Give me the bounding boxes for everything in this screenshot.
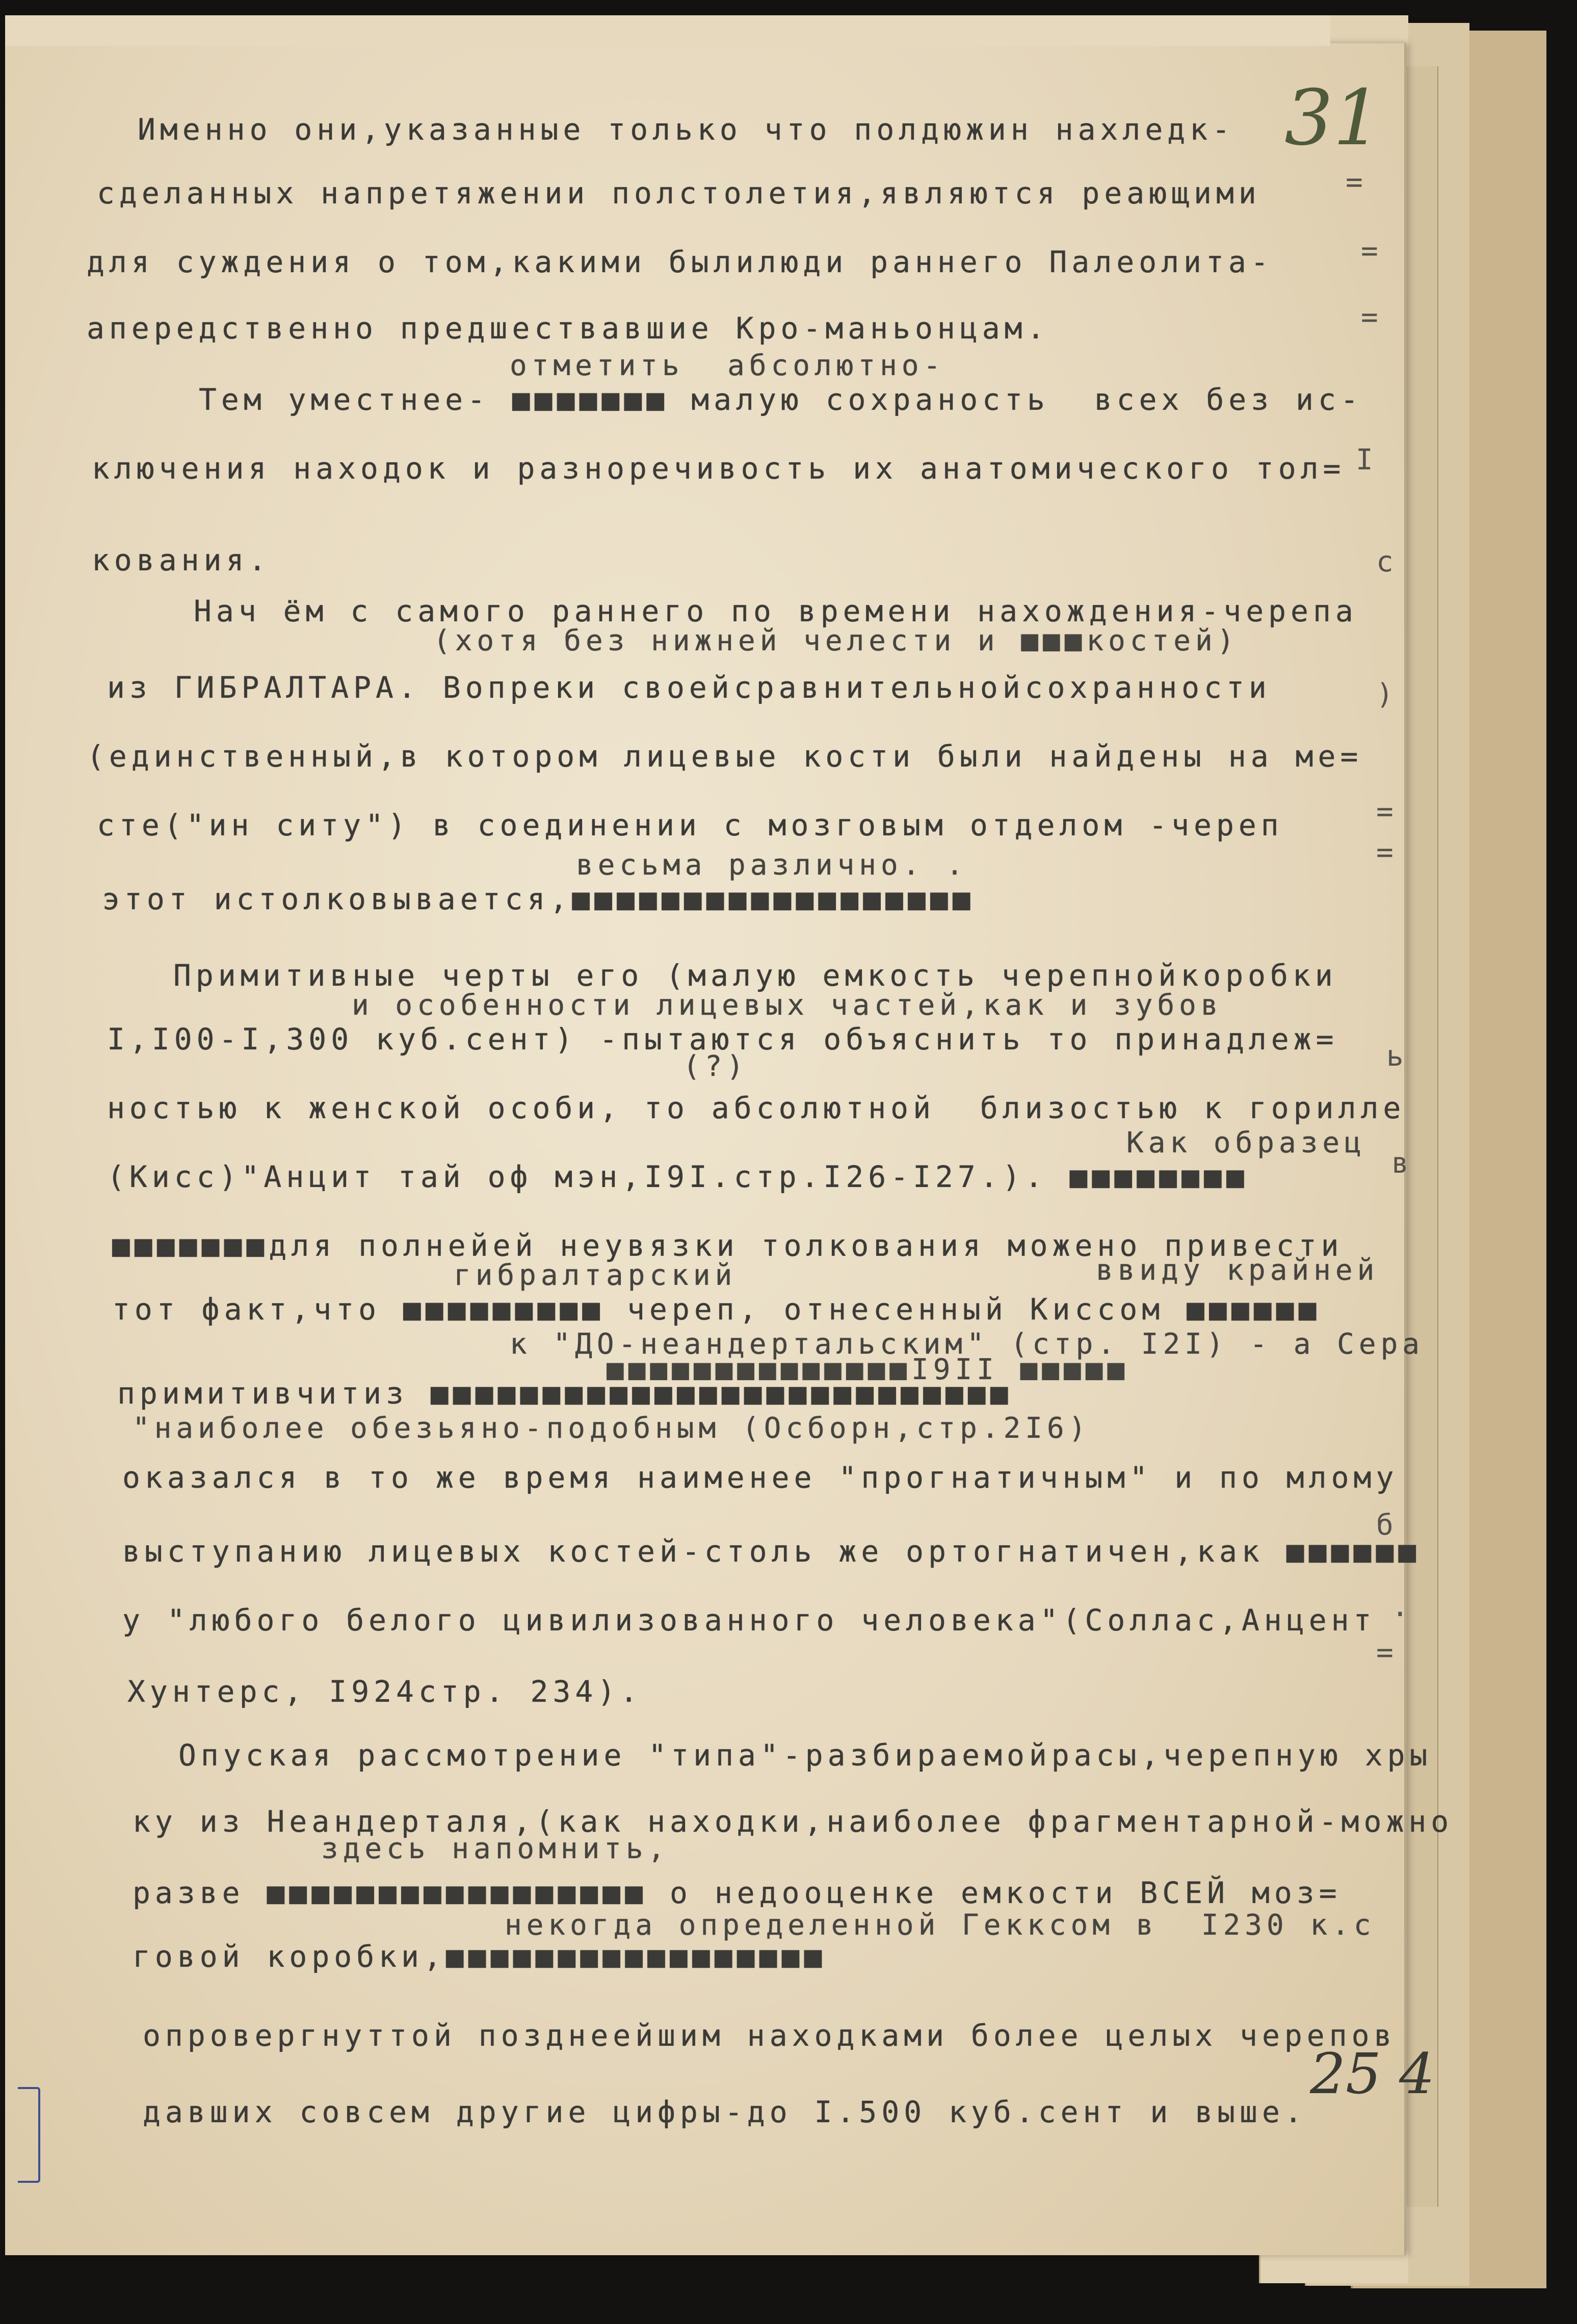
text-line-1: Именно они,указанные только что полдюжин нахледк- [138, 112, 1235, 147]
text-line-14: I,I00-I,300 куб.сент) -пытаются объяснить то принадлеж= [107, 1022, 1338, 1057]
text-line-2: сделанных напретяжении полстолетия,являются реающими [97, 176, 1261, 210]
margin-mark-6: ) [1376, 678, 1394, 711]
insert-12: здесь напомнить, [321, 1832, 670, 1865]
handwritten-page-number: 31 [1284, 74, 1382, 163]
page-edge-strip [1407, 66, 1438, 2207]
margin-mark-4: I [1356, 443, 1373, 477]
margin-mark-2: = [1361, 234, 1378, 268]
insert-4: и особенности лицевых частей,как и зубов [352, 989, 1223, 1022]
text-line-24: Опуская рассмотрение "типа"-разбираемойрасы,черепную хры [178, 1738, 1432, 1773]
archive-stamp-fragment [18, 2087, 40, 2183]
insert-8: ввиду крайней [1096, 1254, 1379, 1287]
text-line-29: давших совсем другие цифры-до I.500 куб.сент и выше. [143, 2095, 1307, 2129]
margin-mark-8: = [1376, 836, 1394, 869]
margin-mark-1: = [1346, 166, 1363, 199]
text-line-3: для суждения о том,какими былилюди раннего Палеолита- [87, 245, 1273, 279]
text-line-10: (единственный,в котором лицевые кости были найдены на ме= [87, 739, 1363, 774]
margin-mark-11: ь [1386, 1040, 1404, 1073]
text-line-13: Примитивные черты его (малую емкость черепнойкоробки [173, 958, 1337, 993]
text-line-23: Хунтерс, I924стр. 234). [127, 1674, 643, 1709]
text-line-20: оказался в то же время наименее "прогнатичным" и по млому [122, 1460, 1399, 1495]
margin-mark-7: = [1376, 795, 1394, 828]
margin-mark-13: . [1391, 1590, 1409, 1623]
insert-6: Как образец [1126, 1126, 1366, 1159]
text-line-8: Нач ём с самого раннего по времени нахождения-черепа [194, 594, 1358, 628]
insert-10: ■■■■■■■■■■■■■■I9II ■■■■■ [607, 1353, 1129, 1386]
text-line-17: ■■■■■■■для полнейей неувязки толкования можено привести [112, 1228, 1344, 1263]
text-line-6: ключения находок и разноречивость их анатомического тол= [92, 451, 1346, 486]
insert-5: (?) [683, 1050, 749, 1083]
text-line-19: примитивчитиз ■■■■■■■■■■■■■■■■■■■■■■■■■■ [117, 1376, 1013, 1411]
text-line-4: апередственно предшествавшие Кро-маньонцам. [87, 311, 1049, 346]
insert-3: весьма различно. . [576, 849, 968, 882]
margin-mark-12: = [1376, 1636, 1394, 1669]
insert-2: (хотя без нижней челести и ■■■костей) [433, 624, 1239, 657]
margin-mark-9: в [1391, 1147, 1409, 1180]
text-line-27: говой коробки,■■■■■■■■■■■■■■■■■ [133, 1939, 827, 1974]
text-line-21: выступанию лицевых костей-столь же ортогнатичен,как ■■■■■■ [122, 1534, 1421, 1569]
handwritten-sheet-number: 25 4 [1310, 2041, 1435, 2106]
text-line-5: Тем уместнее- ■■■■■■■ малую сохраность всех без ис- [199, 382, 1363, 417]
text-line-22: у "любого белого цивилизованного человека"(Соллас,Анцент [122, 1603, 1376, 1638]
typewritten-page [5, 43, 1454, 2255]
insert-11: "наиболее обезьяно-подобным (Осборн,стр.2I6) [133, 1412, 1091, 1445]
text-line-7: кования. [92, 543, 271, 577]
text-line-15: ностью к женской особи, то абсолютной близостью к горилле [107, 1091, 1406, 1125]
text-line-16: (Кисс)"Анцит тай оф мэн,I9I.стр.I26-I27.). ■■■■■■■■ [107, 1159, 1249, 1194]
text-line-9: из ГИБРАЛТАРА. Вопреки своейсравнительнойсохранности [107, 670, 1271, 705]
text-line-11: сте("ин ситу") в соединении с мозговым отделом -череп [97, 808, 1283, 842]
insert-9: к "ДО-неандертальским" (стр. I2I) - а Сера [510, 1328, 1425, 1361]
margin-mark-3: = [1361, 301, 1378, 334]
text-line-12: этот истолковывается,■■■■■■■■■■■■■■■■■■ [102, 882, 975, 916]
margin-mark-5: с [1376, 545, 1394, 578]
text-line-26: разве ■■■■■■■■■■■■■■■■■ о недооценке емкости ВСЕЙ моз= [133, 1876, 1342, 1910]
insert-1: отметить абсолютно- [510, 349, 945, 382]
insert-7: гибралтарский [454, 1259, 737, 1292]
margin-mark-10: б [1376, 1509, 1394, 1542]
text-line-18: тот факт,что ■■■■■■■■■ череп, отнесенный Киссом ■■■■■■ [112, 1292, 1321, 1327]
insert-13: некогда определенной Гекксом в I230 к.с [505, 1909, 1376, 1942]
text-line-28: опровергнуттой позднеейшим находками более целых черепов [143, 2018, 1397, 2053]
text-line-25: ку из Неандерталя,(как находки,наиболее фрагментарной-можно [133, 1804, 1454, 1839]
